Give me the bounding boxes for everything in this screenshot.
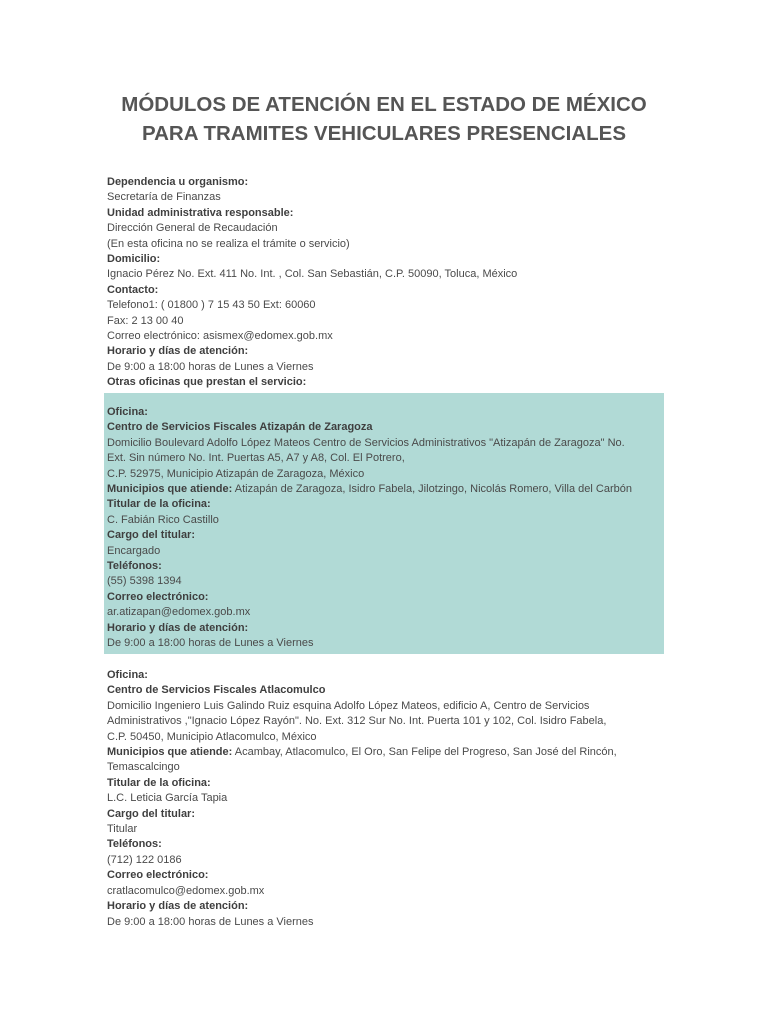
unidad-note: (En esta oficina no se realiza el trámite o servicio) [107, 237, 350, 250]
correo-value: cratlacomulco@edomex.gob.mx [107, 884, 265, 897]
telefonos-value: (55) 5398 1394 [107, 575, 182, 588]
domicilio-line: C.P. 52975, Municipio Atizapán de Zaragoza, México [107, 467, 365, 480]
domicilio-label: Domicilio: [107, 253, 161, 266]
titular-value: C. Fabián Rico Castillo [107, 513, 219, 526]
horario-label: Horario y días de atención: [107, 621, 249, 634]
cargo-value: Encargado [107, 544, 161, 557]
municipios-label: Municipios que atiende: [107, 746, 233, 759]
municipios-value: Atizapán de Zaragoza, Isidro Fabela, Jilotzingo, Nicolás Romero, Villa del Carbón [232, 483, 632, 496]
correo-value: ar.atizapan@edomex.gob.mx [107, 606, 251, 619]
cargo-value: Titular [107, 823, 138, 836]
office-atizapan [107, 405, 667, 652]
telefono-value: Telefono1: ( 01800 ) 7 15 43 50 Ext: 60060 [107, 299, 316, 312]
municipios-value-cont: Temascalcingo [107, 761, 180, 774]
oficina-label: Oficina: [107, 669, 148, 681]
correo-label: Correo electrónico: [107, 590, 209, 603]
municipios-value: Acambay, Atlacomulco, El Oro, San Felipe del Progreso, San José del Rincón, [232, 746, 617, 759]
dependencia-label: Dependencia u organismo: [107, 176, 249, 188]
titular-value: L.C. Leticia García Tapia [107, 792, 228, 805]
titular-label: Titular de la oficina: [107, 498, 211, 511]
municipios-label: Municipios que atiende: [107, 483, 233, 496]
oficina-nombre: Centro de Servicios Fiscales Atizapán de Zaragoza [107, 421, 373, 434]
domicilio-line: C.P. 50450, Municipio Atlacomulco, México [107, 730, 317, 743]
correo-label: Correo electrónico: [107, 869, 209, 882]
dependencia-value: Secretaría de Finanzas [107, 191, 221, 204]
title-line-1: MÓDULOS DE ATENCIÓN EN EL ESTADO DE MÉXICO [121, 93, 647, 116]
horario-label: Horario y días de atención: [107, 900, 249, 913]
telefonos-value: (712) 122 0186 [107, 853, 182, 866]
municipios-line [107, 745, 667, 760]
horario-value: De 9:00 a 18:00 horas de Lunes a Viernes [107, 360, 314, 373]
domicilio-line: Domicilio Ingeniero Luis Galindo Ruiz esquina Adolfo López Mateos, edificio A, Centro de Servicios [107, 699, 590, 712]
unidad-label: Unidad administrativa responsable: [107, 206, 294, 219]
cargo-label: Cargo del titular: [107, 807, 196, 820]
cargo-label: Cargo del titular: [107, 529, 196, 542]
horario-label: Horario y días de atención: [107, 345, 249, 358]
horario-value: De 9:00 a 18:00 horas de Lunes a Viernes [107, 915, 314, 928]
domicilio-line: Administrativos ,"Ignacio López Rayón". No. Ext. 312 Sur No. Int. Puerta 101 y 102, Col. Isidro Fabela, [107, 715, 607, 728]
municipios-line [107, 482, 667, 497]
horario-value: De 9:00 a 18:00 horas de Lunes a Viernes [107, 637, 314, 650]
office-atlacomulco [107, 668, 667, 930]
telefonos-label: Teléfonos: [107, 560, 162, 573]
domicilio-line: Domicilio Boulevard Adolfo López Mateos Centro de Servicios Administrativos "Atizapán de Zaragoza" No. [107, 436, 625, 449]
oficina-nombre: Centro de Servicios Fiscales Atlacomulco [107, 684, 326, 697]
unidad-value: Dirección General de Recaudación [107, 222, 278, 235]
page-title [0, 90, 768, 148]
fax-value: Fax: 2 13 00 40 [107, 314, 184, 327]
general-info [107, 175, 667, 391]
contacto-label: Contacto: [107, 283, 159, 296]
domicilio-value: Ignacio Pérez No. Ext. 411 No. Int. , Col. San Sebastián, C.P. 50090, Toluca, México [107, 268, 518, 281]
otras-oficinas-label: Otras oficinas que prestan el servicio: [107, 376, 307, 389]
domicilio-line: Ext. Sin número No. Int. Puertas A5, A7 y A8, Col. El Potrero, [107, 452, 405, 465]
telefonos-label: Teléfonos: [107, 838, 162, 851]
titular-label: Titular de la oficina: [107, 776, 211, 789]
correo-value: Correo electrónico: asismex@edomex.gob.mx [107, 330, 333, 343]
title-line-2: PARA TRAMITES VEHICULARES PRESENCIALES [141, 122, 627, 145]
oficina-label: Oficina: [107, 406, 148, 418]
